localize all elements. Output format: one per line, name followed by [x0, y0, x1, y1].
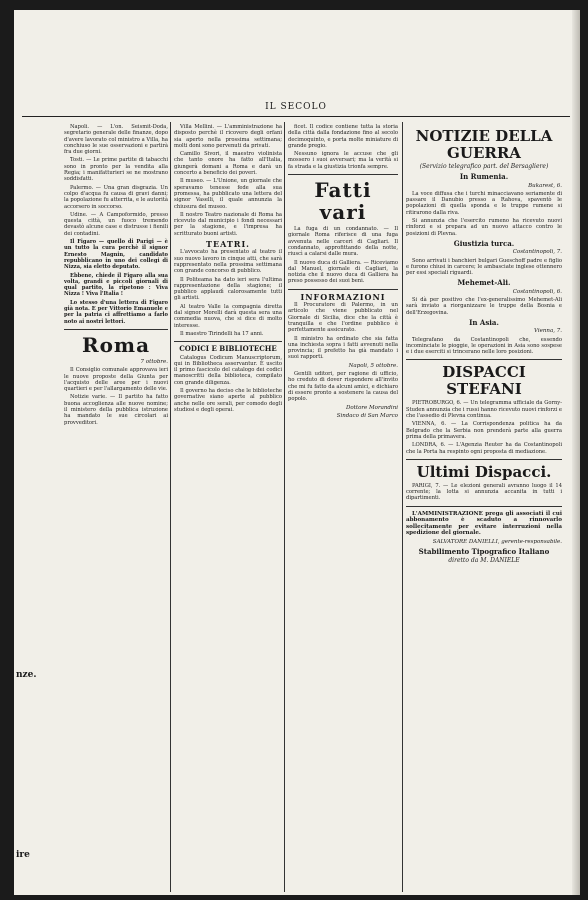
section-divider	[406, 506, 562, 507]
column-4	[406, 124, 562, 889]
article-paragraph: Notizie varie. — Il partito ha fatto buona accoglienza alle nuove nomine; il ministero della pubblica istruzione ha mandato le sue circolari ai provveditori.	[64, 394, 168, 426]
article-paragraph: Il nostro Teatro nazionale di Roma ha ricevuto dal municipio i fondi necessari per la stagione, e l'impresa ha scritturato buoni artisti.	[174, 211, 282, 237]
section-title-codici: CODICI E BIBLIOTECHE	[179, 344, 277, 354]
article-paragraph: Lo stesso d'una lettera di Figaro già nota. E per Vittorio Emanuele e per la patria ci affrettiamo a farlo noto ai nostri lettori.	[64, 299, 168, 325]
article-paragraph: Camillo Sivori, il maestro violinista che tanto onore ha fatto all'Italia, giungerà domani a Roma e darà un concerto a beneficio dei poveri.	[174, 151, 282, 177]
adjacent-page-edge	[14, 10, 54, 895]
section-divider	[406, 459, 562, 460]
section-title-notizie-guerra: NOTIZIE DELLA GUERRA	[415, 127, 553, 162]
dateline: Bukarest, 6.	[528, 182, 562, 189]
section-subtitle: (Servizio telegrafico part. del Bersagliere)	[419, 163, 549, 170]
column-rule	[170, 122, 171, 892]
article-paragraph: Nessuno ignora le accuse che gli mossero i suoi avversari; ma la verità si fa strada e la giustizia trionfa sempre.	[288, 151, 398, 170]
section-divider	[174, 341, 282, 342]
subheading: In Asia.	[469, 317, 499, 327]
subheading: In Rumenia.	[459, 172, 509, 182]
dateline: Napoli, 5 ottobre.	[348, 362, 398, 369]
article-paragraph: Palermo. — Una gran disgrazia. Un colpo d'acqua fu causa di gravi danni; la popolazione fu atterrita, e le autorità accorsero in soccorso.	[64, 184, 168, 210]
column-1	[64, 124, 168, 889]
section-title-fatti-vari: Fatti vari	[314, 178, 372, 225]
section-divider	[64, 329, 168, 330]
column-rule	[402, 122, 403, 892]
article-paragraph: Catalogus Codicum Manuscriptorum, qui in Bibliotheca asservantur. È uscito il primo fascicolo del catalogo dei codici manoscritti della biblioteca, compilato con grande diligenza.	[174, 354, 282, 386]
article-paragraph: Il nuovo duca di Galliera. — Riceviamo dal Manuel, giornale di Cagliari, la notizia che il nuovo duca di Galliera ha preso possesso dei suoi beni.	[288, 259, 398, 285]
section-divider	[288, 174, 398, 175]
article-paragraph: Il governo ha deciso che le biblioteche governative siano aperte al pubblico anche nelle ore serali, per comodo degli studiosi e degli operai.	[174, 387, 282, 413]
left-fragment-1: nze.	[16, 670, 37, 680]
article-paragraph: Tosti. — Le prime partite di tabacchi sono in pronto per la vendita alla Regia; i manifatturieri se ne mostrano soddisfatti.	[64, 157, 168, 183]
article-paragraph: Gentili uditori, per ragione di ufficio, ho creduto di dover rispondere all'invito che mi fu fatto da alcuni amici, e dichiaro di essere pronto a sostenere la causa del popolo.	[288, 371, 398, 403]
subheading: Giustizia turca.	[453, 238, 515, 248]
article-paragraph: PARIGI, 7. — Le elezioni generali avranno luogo il 14 corrente; la lotta si annunzia accanita in tutti i dipartimenti.	[406, 482, 562, 502]
article-paragraph: PIETROBURGO, 6. — Un telegramma ufficiale da Gorny-Studen annunzia che i russi hanno ricevuto nuovi rinforzi e che l'assedio di Plevna continua.	[406, 400, 562, 420]
masthead	[22, 102, 570, 117]
article-paragraph: Il Figaro — quello di Parigi — è un tutto la cura perchè il signor Ernesto Magnin, candidato repubblicano in uno dei collegi di Nizza, sia eletto deputato.	[64, 239, 168, 271]
article-paragraph: Si annunzia che l'esercito rumeno ha ricevuto nuovi rinforzi e si prepara ad un nuovo attacco contro le posizioni di Plevna.	[406, 218, 562, 237]
gerente-line: SALVATORE DANIELLI, gerente-responsabile.	[432, 539, 562, 546]
column-2	[174, 124, 282, 889]
signature-name: Dottore Morandini	[345, 404, 398, 411]
article-paragraph: ficet. Il codice contiene tutta la storia della città dalla fondazione fino al secolo decimoquinto, e porta molte miniature di grande pregio.	[288, 124, 398, 149]
article-paragraph: Udine. — A Campoformido, presso questa città, un fuoco tremendo devastò alcune case e distrusse i fienili dei contadini.	[64, 211, 168, 237]
section-title-roma: Roma	[81, 332, 151, 357]
article-paragraph: VIENNA, 6. — La Corrispondenza politica ha da Belgrado che la Serbia non prenderà parte alla guerra prima della primavera.	[406, 421, 562, 440]
subheading: Mehemet-Ali.	[457, 278, 511, 288]
article-paragraph: Il Consiglio comunale approvava ieri le nuove proposte della Giunta per l'acquisto delle aree per i nuovi quartieri e per l'allargamento delle vie.	[64, 367, 168, 393]
printer-name: Stabilimento Tipografico Italiano	[418, 547, 550, 557]
article-paragraph: LONDRA, 6. — L'Agenzia Reuter ha da Costantinopoli che la Porta ha respinto ogni proposta di mediazione.	[406, 442, 562, 455]
article-paragraph: Il Politeama ha dato ieri sera l'ultima rappresentazione della stagione; il pubblico applaudì calorosamente tutti gli artisti.	[174, 276, 282, 302]
dateline: Vienna, 7.	[534, 328, 562, 335]
administration-notice: L'AMMINISTRAZIONE prega gli associati il cui abbonamento è scaduto a rinnovarlo sollecitamente per evitare interruzioni nella spedizione del giornale.	[406, 510, 562, 537]
column-3	[288, 124, 398, 889]
column-rule	[284, 122, 285, 892]
article-paragraph: L'avvocato ha presentato al teatro il suo nuovo lavoro in cinque atti, che sarà rappresentato nella prossima settimana con grande concorso di pubblico.	[174, 249, 282, 275]
section-title-informazioni: INFORMAZIONI	[300, 291, 386, 302]
article-paragraph: Il maestro Tirindelli ha 17 anni.	[180, 330, 264, 337]
article-paragraph: Il museo. — L'Unione, un giornale che speravamo tenesse fede alla sua promessa, ha pubblicato una lettera del signor Vaselli, il quale annunzia la chiusura del museo.	[174, 178, 282, 210]
signature-title: Sindaco di San Marco	[336, 412, 398, 419]
newspaper-page	[14, 10, 580, 895]
dateline: Costantinopoli, 7.	[512, 249, 562, 256]
article-paragraph: Villa Mellini. — L'amministrazione ha disposto perchè il ricovero degli orfani sia aperto nella prossima settimana; molti doni sono pervenuti da privati.	[174, 124, 282, 149]
left-fragment-2: ire	[16, 850, 30, 860]
section-title-ultimi-dispacci: Ultimi Dispacci.	[416, 462, 552, 481]
article-paragraph: Telegrafano da Costantinopoli che, essendo incominciate le pioggie, le operazioni in Asia sono sospese e i due eserciti si trincerano nelle loro posizioni.	[406, 336, 562, 356]
section-divider	[406, 359, 562, 360]
dateline: Costantinopoli, 6.	[512, 288, 562, 295]
masthead-title: IL SECOLO	[265, 102, 327, 112]
article-paragraph: Il ministro ha ordinato che sia fatta una inchiesta sopra i fatti avvenuti nella provincia; il prefetto ha già mandato i suoi rapporti.	[288, 335, 398, 361]
page-fold-shadow	[572, 10, 580, 895]
section-title-dispacci-stefani: DISPACCI STEFANI	[442, 363, 526, 399]
article-paragraph: Il Procuratore di Palermo, in un articolo che viene pubblicato nel Giornale di Sicilia, dice che la città è tranquilla e che l'ordine pubblico è perfettamente assicurato.	[288, 302, 398, 334]
article-paragraph: La voce diffusa che i turchi minacciavano seriamente di passare il Danubio presso a Rahova, spaventò le popolazioni di quella sponda e le truppe rumene si ritirarono dalla riva.	[406, 190, 562, 216]
article-paragraph: La fuga di un condannato. — Il giornale Roma riferisce di una fuga avvenuta nelle carceri di Cagliari. Il condannato, approfittando della notte, riuscì a calarsi dalle mura.	[288, 226, 398, 258]
dateline: 7 ottobre.	[140, 358, 168, 365]
article-paragraph: Al teatro Valle la compagnia diretta dal signor Morelli darà questa sera una commedia nuova, che si dice di molto interesse.	[174, 303, 282, 329]
article-paragraph: Si dà per positivo che l'ex-generalissimo Mehemet-Ali sarà inviato a riorganizzare le truppe della Bosnia e dell'Erzegovina.	[406, 297, 562, 316]
section-divider	[288, 289, 398, 290]
printer-director: diretto da M. DANIELE	[448, 556, 520, 564]
article-paragraph: Sono arrivati i banchieri bulgari Gueschoff padre e figlio e furono chiusi in carcere; le ambasciate inglese ottennero per essi speciali riguardi.	[406, 257, 562, 277]
article-paragraph: Napoli. — L'on. Seismit-Doda, segretario generale delle finanze, dopo d'avere lavorato col ministro a Villa, ha conchiuso le sue osservazioni e partirà fra due giorni.	[64, 124, 168, 156]
article-paragraph: Ebbene, chiede il Figaro alla sua volta, grandi e piccoli giornali di qual partito, la ripetono : Viva Nizza ! Viva l'Italia !	[64, 272, 168, 298]
section-title-teatri: TEATRI.	[206, 239, 250, 250]
